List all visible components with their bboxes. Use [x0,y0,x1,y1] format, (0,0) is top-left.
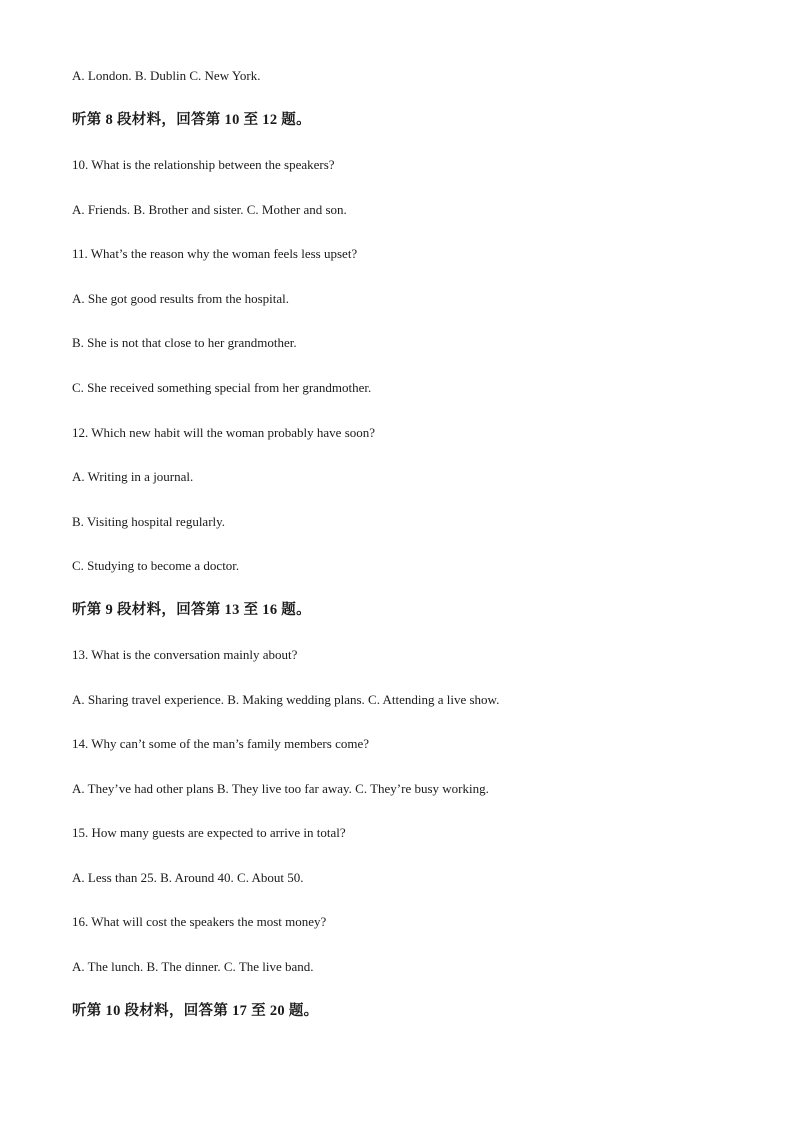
option-line: B. Visiting hospital regularly. [72,514,226,529]
question-line: 16. What will cost the speakers the most money? [72,914,327,929]
question-line: 13. What is the conversation mainly about? [72,647,298,662]
option-line: B. She is not that close to her grandmother. [72,335,297,350]
option-line: A. Writing in a journal. [72,469,194,484]
section-heading: 听第 9 段材料，回答第 13 至 16 题。 [72,602,311,618]
option-line: A. Sharing travel experience. B. Making wedding plans. C. Attending a live show. [72,692,500,707]
option-line: A. Less than 25. B. Around 40. C. About 50. [72,870,304,885]
option-line: A. London. B. Dublin C. New York. [72,68,261,83]
section-heading: 听第 10 段材料，回答第 17 至 20 题。 [72,1003,319,1019]
option-line: C. She received something special from her grandmother. [72,380,372,395]
question-line: 15. How many guests are expected to arrive in total? [72,825,346,840]
option-line: A. Friends. B. Brother and sister. C. Mother and son. [72,202,347,217]
option-line: A. She got good results from the hospital. [72,291,290,306]
question-line: 14. Why can’t some of the man’s family members come? [72,736,369,751]
option-line: A. They’ve had other plans B. They live too far away. C. They’re busy working. [72,781,489,796]
question-line: 11. What’s the reason why the woman feels less upset? [72,246,358,261]
question-line: 10. What is the relationship between the speakers? [72,157,335,172]
option-line: C. Studying to become a doctor. [72,558,240,573]
question-line: 12. Which new habit will the woman probably have soon? [72,425,376,440]
option-line: A. The lunch. B. The dinner. C. The live band. [72,959,314,974]
section-heading: 听第 8 段材料，回答第 10 至 12 题。 [72,112,311,128]
